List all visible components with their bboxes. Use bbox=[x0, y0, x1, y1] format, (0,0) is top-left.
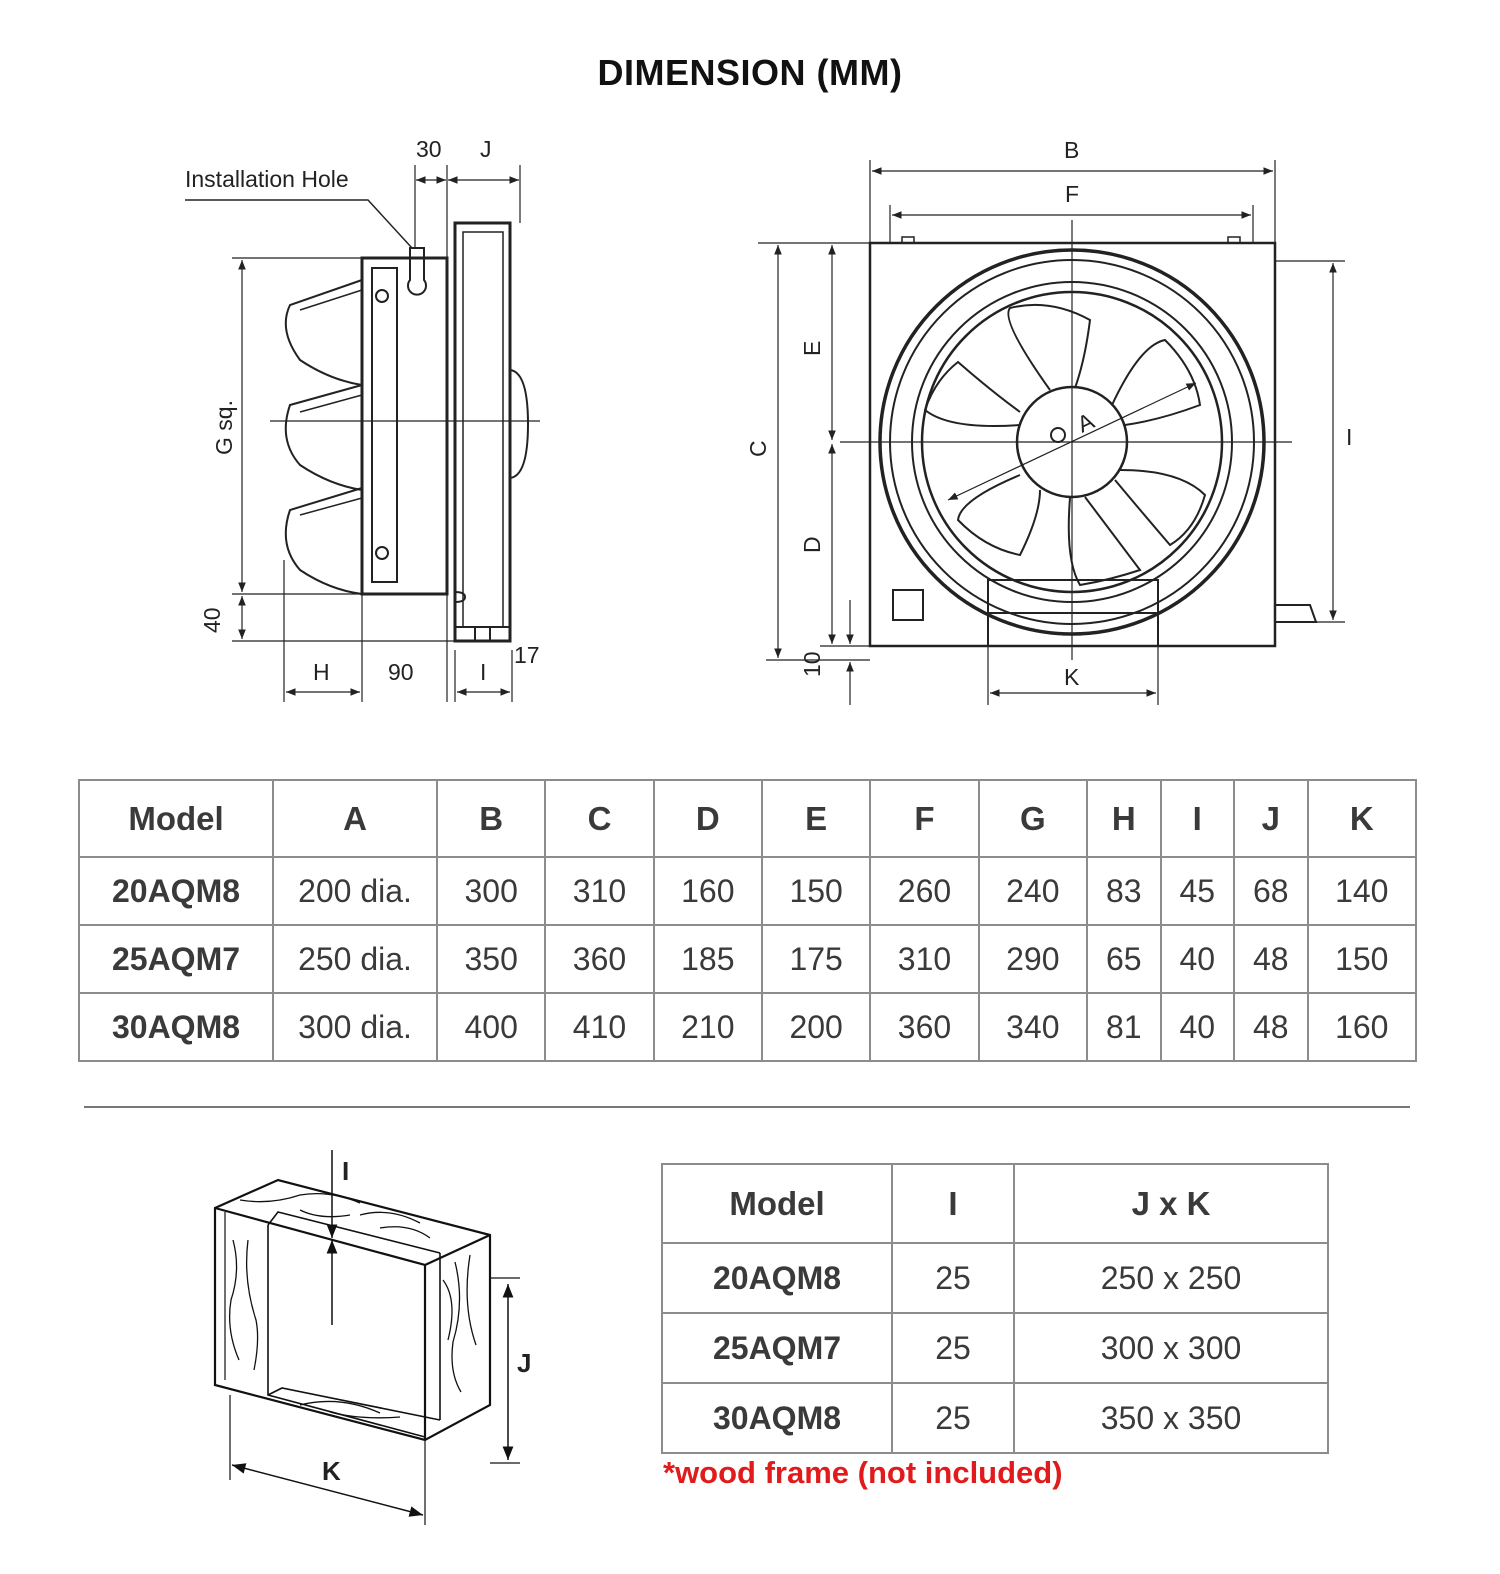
cell-b: 300 bbox=[437, 857, 545, 925]
cell-model: 20AQM8 bbox=[662, 1243, 892, 1313]
wood-frame-note: *wood frame (not included) bbox=[663, 1455, 1063, 1490]
cell-b: 400 bbox=[437, 993, 545, 1061]
cell-f: 310 bbox=[870, 925, 978, 993]
cell-d: 160 bbox=[654, 857, 762, 925]
dim-e-label: E bbox=[799, 340, 825, 356]
header-k: K bbox=[1308, 780, 1416, 857]
dim-f-label: F bbox=[1065, 181, 1080, 207]
table-row bbox=[662, 1383, 1328, 1453]
header-j: J bbox=[1234, 780, 1308, 857]
dim-c-label: C bbox=[745, 440, 771, 457]
cell-k: 140 bbox=[1308, 857, 1416, 925]
cell-model: 20AQM8 bbox=[79, 857, 273, 925]
header-model: Model bbox=[79, 780, 273, 857]
header-g: G bbox=[979, 780, 1087, 857]
frame-dim-i-label: I bbox=[342, 1156, 350, 1186]
table-row bbox=[79, 993, 1416, 1061]
header-f: F bbox=[870, 780, 978, 857]
cell-i: 40 bbox=[1161, 925, 1235, 993]
header-d: D bbox=[654, 780, 762, 857]
page-title: DIMENSION (MM) bbox=[597, 52, 903, 93]
cell-g: 340 bbox=[979, 993, 1087, 1061]
cell-a: 300 dia. bbox=[273, 993, 437, 1061]
cell-h: 65 bbox=[1087, 925, 1161, 993]
cell-jxk: 350 x 350 bbox=[1014, 1383, 1328, 1453]
cell-i: 25 bbox=[892, 1313, 1014, 1383]
table-row bbox=[662, 1243, 1328, 1313]
cell-k: 160 bbox=[1308, 993, 1416, 1061]
wood-frame-table bbox=[661, 1163, 1329, 1454]
cell-e: 150 bbox=[762, 857, 870, 925]
dim-17-label: 17 bbox=[514, 642, 540, 668]
cell-a: 250 dia. bbox=[273, 925, 437, 993]
table-row bbox=[79, 925, 1416, 993]
installation-hole-label: Installation Hole bbox=[185, 166, 349, 192]
table-header-row bbox=[79, 780, 1416, 857]
cell-d: 210 bbox=[654, 993, 762, 1061]
cell-c: 410 bbox=[545, 993, 653, 1061]
header-h: H bbox=[1087, 780, 1161, 857]
cell-k: 150 bbox=[1308, 925, 1416, 993]
wood-frame-diagram bbox=[200, 1140, 560, 1550]
side-view-diagram bbox=[0, 0, 620, 720]
table-header-row bbox=[662, 1164, 1328, 1243]
cell-d: 185 bbox=[654, 925, 762, 993]
dim-b-label: B bbox=[1064, 137, 1080, 163]
cell-f: 260 bbox=[870, 857, 978, 925]
table-row bbox=[79, 857, 1416, 925]
cell-model: 25AQM7 bbox=[662, 1313, 892, 1383]
dim-k-label: K bbox=[1064, 664, 1080, 690]
cell-h: 83 bbox=[1087, 857, 1161, 925]
dim-90-label: 90 bbox=[388, 659, 414, 685]
cell-jxk: 250 x 250 bbox=[1014, 1243, 1328, 1313]
cell-model: 30AQM8 bbox=[662, 1383, 892, 1453]
dim-i-front-label: I bbox=[1346, 424, 1353, 450]
cell-i: 45 bbox=[1161, 857, 1235, 925]
table-row bbox=[662, 1313, 1328, 1383]
cell-f: 360 bbox=[870, 993, 978, 1061]
cell-a: 200 dia. bbox=[273, 857, 437, 925]
cell-b: 350 bbox=[437, 925, 545, 993]
cell-i: 25 bbox=[892, 1243, 1014, 1313]
header-e: E bbox=[762, 780, 870, 857]
cell-j: 48 bbox=[1234, 925, 1308, 993]
cell-g: 290 bbox=[979, 925, 1087, 993]
dimension-table bbox=[78, 779, 1417, 1062]
section-divider bbox=[84, 1106, 1410, 1108]
dim-i-label: I bbox=[480, 659, 487, 685]
header-a: A bbox=[273, 780, 437, 857]
cell-h: 81 bbox=[1087, 993, 1161, 1061]
frame-dim-k-label: K bbox=[322, 1456, 341, 1486]
cell-model: 30AQM8 bbox=[79, 993, 273, 1061]
cell-g: 240 bbox=[979, 857, 1087, 925]
dim-h-label: H bbox=[313, 659, 330, 685]
cell-i: 25 bbox=[892, 1383, 1014, 1453]
dim-j-label: J bbox=[480, 136, 492, 162]
header-c: C bbox=[545, 780, 653, 857]
dim-d-label: D bbox=[799, 536, 825, 553]
dim-40-label: 40 bbox=[199, 607, 225, 633]
header-i: I bbox=[1161, 780, 1235, 857]
cell-j: 68 bbox=[1234, 857, 1308, 925]
header-jxk: J x K bbox=[1014, 1164, 1328, 1243]
cell-jxk: 300 x 300 bbox=[1014, 1313, 1328, 1383]
dim-a-label: A bbox=[1073, 407, 1099, 438]
dim-g-label: G sq. bbox=[211, 400, 237, 455]
cell-e: 200 bbox=[762, 993, 870, 1061]
cell-c: 310 bbox=[545, 857, 653, 925]
side-body bbox=[362, 258, 447, 594]
cell-j: 48 bbox=[1234, 993, 1308, 1061]
cell-i: 40 bbox=[1161, 993, 1235, 1061]
frame-dim-j-label: J bbox=[517, 1348, 532, 1378]
header-b: B bbox=[437, 780, 545, 857]
dim-30-label: 30 bbox=[416, 136, 442, 162]
cell-c: 360 bbox=[545, 925, 653, 993]
header-i: I bbox=[892, 1164, 1014, 1243]
front-view-diagram bbox=[700, 120, 1380, 720]
cell-model: 25AQM7 bbox=[79, 925, 273, 993]
dim-10-label: 10 bbox=[799, 651, 825, 677]
cell-e: 175 bbox=[762, 925, 870, 993]
header-model: Model bbox=[662, 1164, 892, 1243]
